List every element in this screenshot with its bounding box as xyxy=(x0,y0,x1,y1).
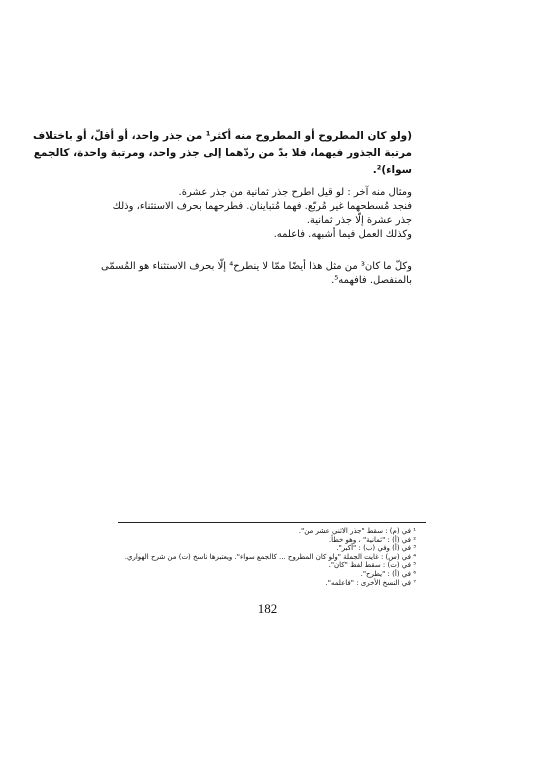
example-line-1: ومثال منه آخر : لو قيل اطرح جذر ثمانية من جذر عشرة. xyxy=(178,187,412,198)
bold-line-1: (ولو كان المطروح أو المطروح منه أكثر¹ من جذر واحد، أو أقلّ، أو باختلاف xyxy=(32,130,412,142)
conclusion-line-1: وكلّ ما كان³ من مثل هذا أيضًا ممّا لا ينطرح⁴ إلّا بحرف الاستثناء هو المُسمّى xyxy=(101,261,412,272)
example-line-3: جذر عشرة إلّا جذر ثمانية. xyxy=(306,215,412,226)
example-paragraph xyxy=(112,186,412,242)
example-line-2: فنجد مُسطحهما غير مُربّع. فهما مُتباينان. فطرحهما بحرف الاستثناء، وذلك xyxy=(112,201,412,212)
footnote-3: ³ في (أ) وفي (ب) : "أكبر". xyxy=(336,544,416,553)
page-number: 182 xyxy=(257,601,278,616)
footnote-1: ¹ في (م) : سقط "جذر الاثني عشر من". xyxy=(298,527,416,535)
footnote-5: ⁵ في (ت) : سقط لفظ "كان". xyxy=(328,561,416,570)
footnote-2: ² في (أ) : "ثمانية" ، وهو خطأ. xyxy=(328,535,416,544)
conclusion-paragraph xyxy=(101,260,412,288)
conclusion-line-2: بالمنفصل. فافهمه⁵. xyxy=(331,275,412,286)
footnotes xyxy=(116,527,416,587)
bold-line-3: سواء)². xyxy=(372,164,412,176)
bold-line-2: مرتبة الجذور فيهما، فلا بدّ من ردّهما إلى جذر واحد، ومرتبة واحدة، كالجمع xyxy=(33,147,412,159)
footnote-divider xyxy=(118,522,426,523)
example-line-4: وكذلك العمل فيما أشبهه. فاعلمه. xyxy=(273,229,412,240)
footnote-4: ⁴ في (س) : غايت الجملة "ولو كان المطروح ... كالجمع سواء". ويعتبرها ناسخ (ت) من شرح الهواري. xyxy=(124,552,416,561)
footnote-6: ⁶ في (أ) : "يطرح". xyxy=(360,569,416,578)
bold-paragraph xyxy=(32,128,412,179)
footnote-7: ⁷ في النسخ الأخرى : "فاعلمه". xyxy=(325,578,416,587)
